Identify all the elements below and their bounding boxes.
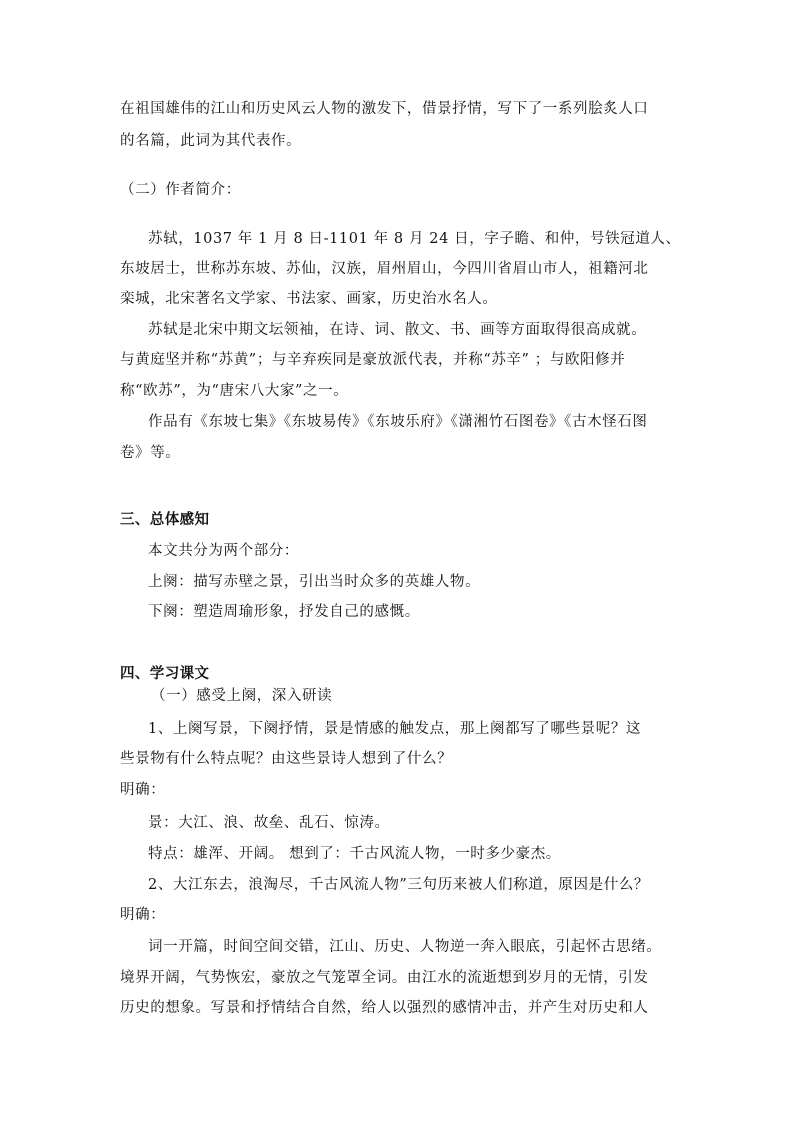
paragraph-line: 在祖国雄伟的江山和历史风云人物的激发下，借景抒情，写下了一系列脍炙人口	[120, 101, 649, 117]
paragraph-line: 明确：	[120, 907, 166, 923]
paragraph-line: 称“欧苏”，为“唐宋八大家”之一。	[120, 383, 349, 399]
paragraph-line: 本文共分为两个部分：	[148, 543, 299, 559]
paragraph-line: 景：大江、浪、故垒、乱石、惊涛。	[148, 815, 390, 831]
paragraph-line: 下阕：塑造周瑜形象，抒发自己的感慨。	[148, 604, 420, 620]
paragraph-line: 栾城，北宋著名文学家、书法家、画家，历史治水名人。	[120, 291, 498, 307]
section-heading: 四、学习课文	[120, 666, 210, 682]
paragraph-line: 的名篇，此词为其代表作。	[120, 133, 302, 149]
paragraph-line: 些景物有什么特点呢？由这些景诗人想到了什么？	[120, 751, 453, 767]
paragraph-line: 东坡居士，世称苏东坡、苏仙，汉族，眉州眉山，今四川省眉山市人，祖籍河北	[120, 261, 649, 277]
paragraph-line: 明确：	[120, 782, 166, 798]
paragraph-line: 境界开阔，气势恢宏，豪放之气笼罩全词。由江水的流逝想到岁月的无情，引发	[120, 970, 649, 986]
subsection-heading: （一）感受上阕，深入研读	[151, 688, 333, 704]
paragraph-line: 卷》等。	[120, 445, 181, 461]
paragraph-line: 与黄庭坚并称“苏黄”；与辛弃疾同是豪放派代表，并称“苏辛” ；与欧阳修并	[120, 352, 626, 368]
section-heading: 三、总体感知	[120, 512, 210, 528]
paragraph-line: 苏轼，1037 年 1 月 8 日-1101 年 8 月 24 日，字子瞻、和仲，号铁冠道人、	[148, 231, 681, 247]
paragraph-line: 词一开篇，时间空间交错，江山、历史、人物逆一奔入眼底，引起怀古思绪。	[148, 939, 662, 955]
paragraph-line: 历史的想象。写景和抒情结合自然，给人以强烈的感情冲击，并产生对历史和人	[120, 1000, 649, 1016]
paragraph-line: 特点：雄浑、开阔。 想到了：千古风流人物，一时多少豪杰。	[148, 846, 561, 862]
paragraph-line: 苏轼是北宋中期文坛领袖，在诗、词、散文、书、画等方面取得很高成就。	[148, 322, 647, 338]
paragraph-line: 1、上阕写景，下阕抒情，景是情感的触发点，那上阕都写了哪些景呢？这	[148, 721, 642, 737]
paragraph-line: 作品有《东坡七集》《东坡易传》《东坡乐府》《潇湘竹石图卷》《古木怪石图	[148, 414, 648, 430]
paragraph-line: 2、大江东去，浪淘尽，千古风流人物”三句历来被人们称道，原因是什么？	[148, 877, 650, 893]
paragraph-line: 上阕：描写赤壁之景，引出当时众多的英雄人物。	[148, 574, 481, 590]
subsection-heading: （二）作者简介：	[120, 182, 241, 198]
